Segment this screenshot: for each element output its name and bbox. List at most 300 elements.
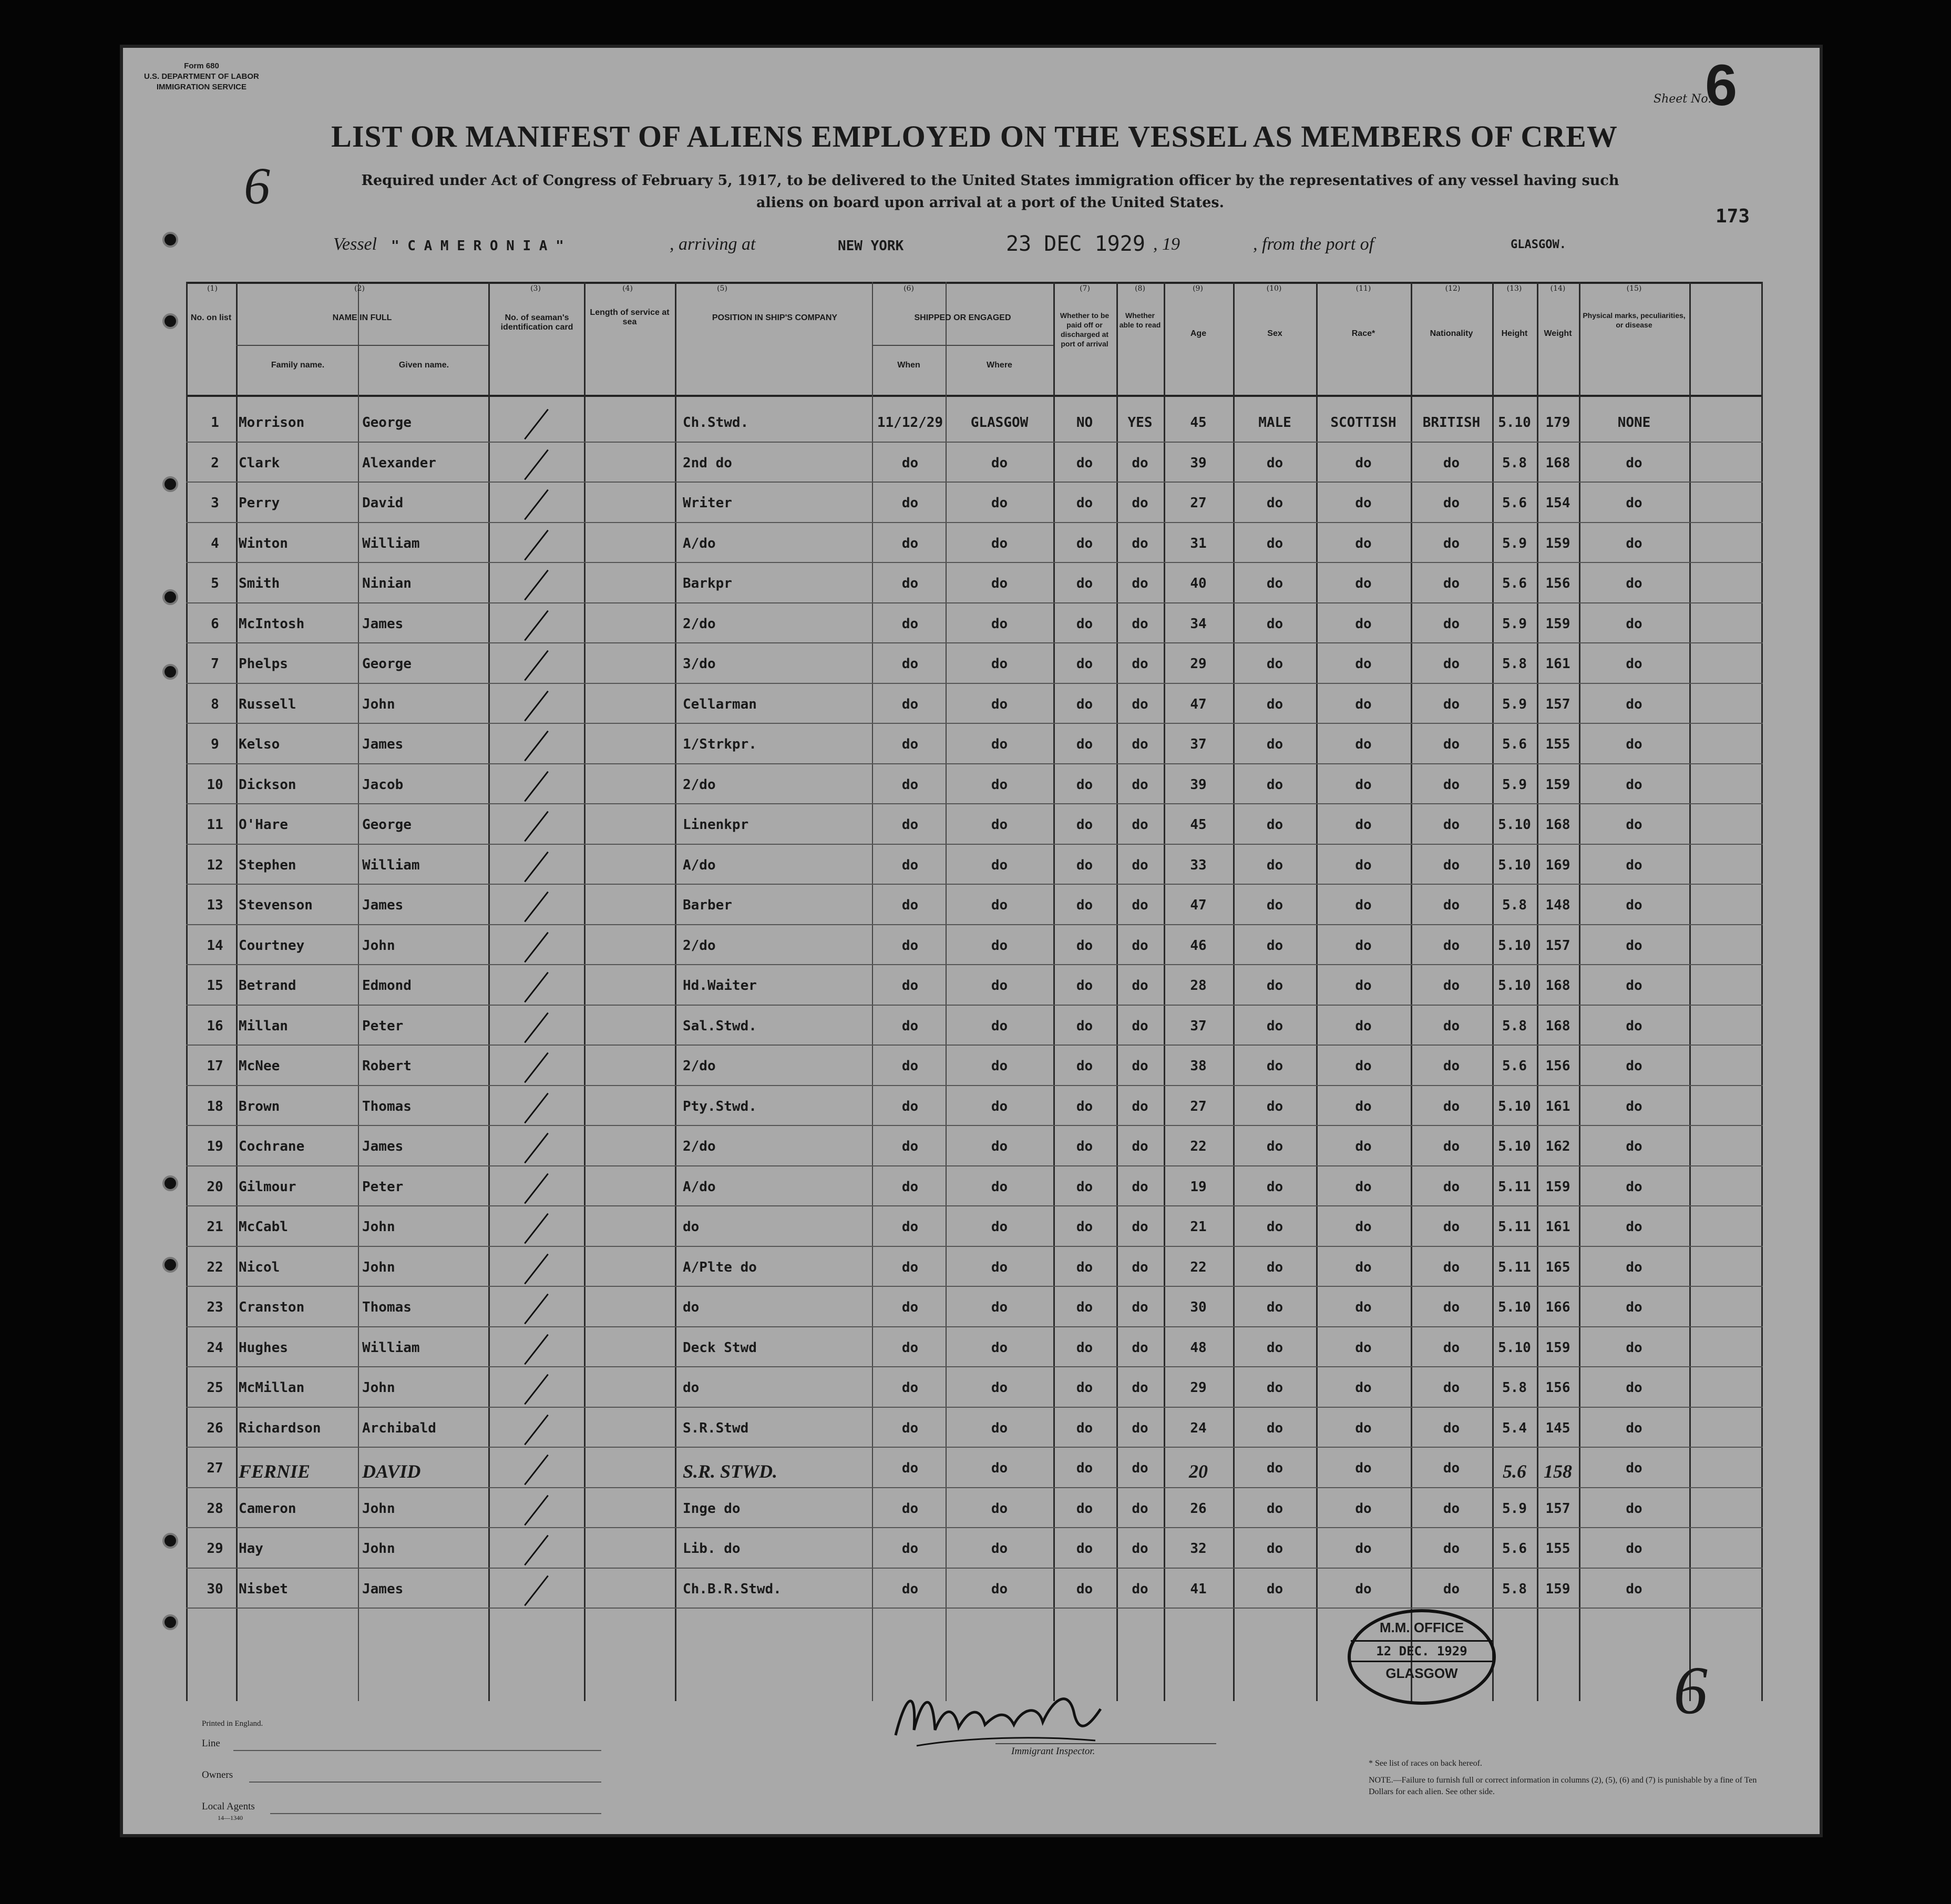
check-mark bbox=[524, 690, 549, 721]
cell-no: 28 bbox=[207, 1500, 223, 1517]
cell-nat: do bbox=[1443, 1380, 1460, 1396]
races-note: * See list of races on back hereof. bbox=[1369, 1759, 1482, 1768]
departure-port: GLASGOW. bbox=[1511, 238, 1566, 251]
cell-age: 30 bbox=[1190, 1299, 1207, 1315]
cell-position: 1/Strkpr. bbox=[683, 736, 757, 752]
cell-marks: do bbox=[1626, 656, 1642, 672]
col-header-position: POSITION IN SHIP'S COMPANY bbox=[712, 313, 838, 322]
cell-weight: 161 bbox=[1545, 656, 1570, 672]
arrival-date-stamp: 23 DEC 1929 bbox=[1006, 232, 1145, 256]
row-rule bbox=[186, 1085, 1763, 1086]
cell-family: Cochrane bbox=[239, 1139, 305, 1154]
row-rule bbox=[186, 1246, 1763, 1247]
colnum: (13) bbox=[1506, 284, 1522, 293]
check-mark bbox=[524, 811, 549, 842]
cell-where: do bbox=[991, 1259, 1008, 1275]
row-rule bbox=[186, 803, 1763, 804]
cell-nat: do bbox=[1443, 656, 1460, 672]
cell-where: do bbox=[991, 776, 1008, 793]
cell-no: 13 bbox=[207, 897, 223, 913]
cell-sex: do bbox=[1266, 1018, 1283, 1034]
cell-family: McIntosh bbox=[239, 616, 305, 632]
cell-where: do bbox=[991, 535, 1008, 551]
col-header-shipped: SHIPPED OR ENGAGED bbox=[914, 313, 1011, 322]
cell-marks: do bbox=[1626, 978, 1642, 994]
cell-paid: do bbox=[1076, 1179, 1093, 1195]
inspector-signature bbox=[885, 1677, 1106, 1751]
cell-paid: do bbox=[1076, 455, 1093, 471]
cell-position: do bbox=[683, 1219, 700, 1235]
cell-sex: do bbox=[1266, 1299, 1283, 1315]
cell-age: 34 bbox=[1190, 616, 1207, 632]
cell-read: do bbox=[1132, 656, 1148, 672]
cell-no: 18 bbox=[207, 1098, 223, 1114]
form-number: Form 680 bbox=[184, 62, 219, 70]
cell-weight: 154 bbox=[1545, 495, 1570, 511]
cell-family: Cameron bbox=[239, 1500, 296, 1517]
cell-when: do bbox=[901, 1500, 919, 1517]
cell-paid: do bbox=[1076, 1581, 1093, 1597]
cell-height: 5.6 bbox=[1502, 576, 1527, 591]
col-header-name: NAME IN FULL bbox=[332, 313, 392, 322]
cell-race: do bbox=[1355, 616, 1372, 632]
crew-table bbox=[186, 282, 1763, 1701]
cell-position: S.R. STWD. bbox=[683, 1461, 778, 1482]
cell-when: do bbox=[901, 1179, 919, 1195]
col-header-able-read: Whether able to read bbox=[1119, 311, 1161, 329]
cell-family: Phelps bbox=[239, 656, 288, 672]
cell-marks: do bbox=[1626, 1541, 1642, 1557]
cell-weight: 145 bbox=[1545, 1420, 1570, 1436]
cell-family: FERNIE bbox=[239, 1461, 311, 1482]
check-mark bbox=[524, 1334, 549, 1365]
cell-no: 7 bbox=[211, 656, 219, 672]
cell-marks: do bbox=[1626, 616, 1642, 632]
cell-marks: do bbox=[1626, 1219, 1642, 1235]
cell-where: do bbox=[991, 736, 1008, 752]
col-header-marks: Physical marks, peculiarities, or disease bbox=[1583, 311, 1686, 329]
cell-marks: do bbox=[1626, 1058, 1642, 1074]
row-rule bbox=[186, 924, 1763, 925]
cell-race: SCOTTISH bbox=[1330, 415, 1396, 431]
cell-weight: 155 bbox=[1545, 1541, 1570, 1557]
cell-paid: do bbox=[1076, 776, 1093, 793]
cell-race: do bbox=[1355, 1098, 1372, 1114]
cell-age: 22 bbox=[1190, 1259, 1207, 1275]
cell-no: 8 bbox=[211, 696, 219, 712]
inspector-label: Immigrant Inspector. bbox=[1011, 1746, 1095, 1757]
cell-when: do bbox=[901, 1219, 919, 1235]
form-header bbox=[144, 61, 259, 93]
cell-family: Russell bbox=[239, 696, 296, 712]
cell-family: Winton bbox=[239, 535, 288, 551]
cell-nat: do bbox=[1443, 1500, 1460, 1517]
cell-race: do bbox=[1355, 1058, 1372, 1074]
cell-weight: 169 bbox=[1545, 857, 1570, 873]
cell-marks: NONE bbox=[1617, 415, 1651, 431]
cell-no: 26 bbox=[207, 1420, 223, 1436]
cell-family: Kelso bbox=[239, 736, 280, 752]
cell-when: do bbox=[901, 736, 919, 752]
cell-weight: 162 bbox=[1545, 1139, 1570, 1154]
cell-when: do bbox=[901, 455, 919, 471]
check-mark bbox=[524, 972, 549, 1003]
cell-family: Hay bbox=[239, 1541, 263, 1557]
cell-height: 5.8 bbox=[1502, 455, 1527, 471]
cell-sex: do bbox=[1266, 776, 1283, 793]
cell-nat: do bbox=[1443, 736, 1460, 752]
cell-nat: do bbox=[1443, 1098, 1460, 1114]
cell-marks: do bbox=[1626, 1420, 1642, 1436]
cell-family: Betrand bbox=[239, 978, 296, 994]
cell-age: 45 bbox=[1190, 415, 1207, 431]
cell-read: do bbox=[1132, 616, 1148, 632]
cell-given: John bbox=[362, 1500, 395, 1517]
cell-no: 9 bbox=[211, 736, 219, 752]
check-mark bbox=[524, 1012, 549, 1043]
cell-weight: 156 bbox=[1545, 1380, 1570, 1396]
cell-age: 46 bbox=[1190, 937, 1207, 954]
check-mark bbox=[524, 529, 549, 560]
cell-given: George bbox=[362, 817, 412, 833]
check-mark bbox=[524, 1374, 549, 1405]
cell-race: do bbox=[1355, 937, 1372, 954]
cell-race: do bbox=[1355, 576, 1372, 591]
cell-when: do bbox=[901, 616, 919, 632]
cell-weight: 159 bbox=[1545, 1179, 1570, 1195]
cell-where: do bbox=[991, 1018, 1008, 1034]
cell-height: 5.10 bbox=[1498, 817, 1531, 833]
cell-nat: do bbox=[1443, 1179, 1460, 1195]
cell-position: Pty.Stwd. bbox=[683, 1098, 757, 1114]
cell-where: do bbox=[991, 455, 1008, 471]
cell-when: do bbox=[901, 495, 919, 511]
cell-position: Ch.Stwd. bbox=[683, 415, 749, 431]
page-title: LIST OR MANIFEST OF ALIENS EMPLOYED ON THE VESSEL AS MEMBERS OF CREW bbox=[331, 119, 1618, 153]
department-name: U.S. DEPARTMENT OF LABOR bbox=[144, 72, 259, 81]
cell-given: William bbox=[362, 1339, 420, 1356]
cell-nat: do bbox=[1443, 817, 1460, 833]
cell-race: do bbox=[1355, 1018, 1372, 1034]
cell-position: S.R.Stwd bbox=[683, 1420, 749, 1436]
col-header-sex: Sex bbox=[1267, 329, 1282, 338]
cell-read: do bbox=[1132, 978, 1148, 994]
row-rule bbox=[186, 602, 1763, 603]
cell-given: Edmond bbox=[362, 978, 412, 994]
cell-sex: do bbox=[1266, 1179, 1283, 1195]
vessel-label: Vessel bbox=[333, 234, 377, 254]
cell-race: do bbox=[1355, 1541, 1372, 1557]
cell-given: Peter bbox=[362, 1179, 404, 1195]
cell-position: do bbox=[683, 1299, 700, 1315]
cell-given: James bbox=[362, 1139, 404, 1154]
col-header-weight: Weight bbox=[1544, 329, 1572, 338]
cell-read: do bbox=[1132, 1139, 1148, 1154]
check-mark bbox=[524, 1455, 549, 1486]
cell-weight: 168 bbox=[1545, 1018, 1570, 1034]
cell-height: 5.10 bbox=[1498, 1339, 1531, 1356]
cell-height: 5.10 bbox=[1498, 1139, 1531, 1154]
cell-race: do bbox=[1355, 1139, 1372, 1154]
cell-where: do bbox=[991, 1339, 1008, 1356]
sheet-number-label: Sheet No. bbox=[1654, 93, 1712, 106]
cell-no: 12 bbox=[207, 857, 223, 873]
cell-when: do bbox=[901, 656, 919, 672]
cell-weight: 159 bbox=[1545, 616, 1570, 632]
cell-when: do bbox=[901, 817, 919, 833]
sheet-number: 6 bbox=[1705, 53, 1738, 118]
row-rule bbox=[186, 964, 1763, 965]
penalty-note: NOTE.—Failure to furnish full or correct information in columns (2), (5), (6) and (7) is punishable by a fine of Ten Dollars for each alien. See other side. bbox=[1369, 1776, 1757, 1796]
cell-sex: do bbox=[1266, 1581, 1283, 1597]
cell-height: 5.11 bbox=[1498, 1219, 1531, 1235]
cell-marks: do bbox=[1626, 576, 1642, 591]
cell-race: do bbox=[1355, 455, 1372, 471]
cell-race: do bbox=[1355, 1460, 1372, 1476]
check-mark bbox=[524, 1253, 549, 1284]
cell-age: 29 bbox=[1190, 1380, 1207, 1396]
check-mark bbox=[524, 1494, 549, 1526]
cell-paid: do bbox=[1076, 576, 1093, 591]
cell-height: 5.8 bbox=[1502, 1018, 1527, 1034]
cell-weight: 168 bbox=[1545, 455, 1570, 471]
cell-paid: do bbox=[1076, 1541, 1093, 1557]
cell-position: 2/do bbox=[683, 776, 716, 793]
cell-weight: 159 bbox=[1545, 1339, 1570, 1356]
cell-where: do bbox=[991, 696, 1008, 712]
print-code: 14—1340 bbox=[218, 1814, 243, 1821]
colnum: (5) bbox=[717, 284, 727, 293]
cell-read: do bbox=[1132, 455, 1148, 471]
cell-no: 16 bbox=[207, 1018, 223, 1034]
cell-given: Robert bbox=[362, 1058, 412, 1074]
cell-no: 27 bbox=[207, 1460, 223, 1476]
office-stamp bbox=[1348, 1609, 1496, 1705]
cell-read: do bbox=[1132, 857, 1148, 873]
cell-family: Richardson bbox=[239, 1420, 321, 1436]
cell-given: Jacob bbox=[362, 776, 404, 793]
cell-weight: 158 bbox=[1544, 1461, 1572, 1482]
cell-race: do bbox=[1355, 495, 1372, 511]
row-rule bbox=[186, 1205, 1763, 1206]
cell-given: William bbox=[362, 535, 420, 551]
arriving-label: , arriving at bbox=[670, 234, 756, 254]
cell-given: James bbox=[362, 897, 404, 913]
cell-height: 5.8 bbox=[1502, 656, 1527, 672]
cell-no: 20 bbox=[207, 1179, 223, 1195]
cell-nat: do bbox=[1443, 937, 1460, 954]
cell-where: do bbox=[991, 1420, 1008, 1436]
cell-nat: do bbox=[1443, 1460, 1460, 1476]
cell-when: do bbox=[901, 696, 919, 712]
cell-position: Cellarman bbox=[683, 696, 757, 712]
check-mark bbox=[524, 731, 549, 762]
cell-sex: do bbox=[1266, 1058, 1283, 1074]
col-header-where: Where bbox=[987, 361, 1012, 370]
colnum: (2) bbox=[354, 284, 365, 293]
cell-sex: do bbox=[1266, 1541, 1283, 1557]
cell-race: do bbox=[1355, 776, 1372, 793]
cell-marks: do bbox=[1626, 817, 1642, 833]
vessel-name: " C A M E R O N I A " bbox=[391, 238, 564, 254]
cell-paid: do bbox=[1076, 937, 1093, 954]
cell-nat: do bbox=[1443, 1139, 1460, 1154]
cell-when: do bbox=[901, 776, 919, 793]
check-mark bbox=[524, 570, 549, 601]
cell-when: do bbox=[901, 1259, 919, 1275]
cell-paid: do bbox=[1076, 897, 1093, 913]
cell-paid: do bbox=[1076, 1018, 1093, 1034]
cell-height: 5.9 bbox=[1502, 535, 1527, 551]
cell-weight: 161 bbox=[1545, 1098, 1570, 1114]
punch-hole bbox=[162, 1614, 178, 1630]
colnum: (10) bbox=[1266, 284, 1282, 293]
line-label: Line bbox=[202, 1738, 220, 1749]
cell-weight: 157 bbox=[1545, 937, 1570, 954]
check-mark bbox=[524, 610, 549, 641]
cell-nat: do bbox=[1443, 1219, 1460, 1235]
cell-when: do bbox=[901, 1380, 919, 1396]
cell-position: A/do bbox=[683, 857, 716, 873]
cell-read: do bbox=[1132, 1219, 1148, 1235]
cell-marks: do bbox=[1626, 897, 1642, 913]
cell-age: 27 bbox=[1190, 1098, 1207, 1114]
cell-age: 33 bbox=[1190, 857, 1207, 873]
manifest-sheet bbox=[120, 45, 1823, 1837]
check-mark bbox=[524, 1535, 549, 1566]
stamped-number: 173 bbox=[1716, 206, 1750, 227]
cell-marks: do bbox=[1626, 736, 1642, 752]
cell-paid: do bbox=[1076, 1420, 1093, 1436]
cell-read: do bbox=[1132, 1179, 1148, 1195]
cell-when: do bbox=[901, 1299, 919, 1315]
cell-family: Millan bbox=[239, 1018, 288, 1034]
cell-height: 5.6 bbox=[1502, 736, 1527, 752]
cell-read: do bbox=[1132, 736, 1148, 752]
cell-nat: BRITISH bbox=[1422, 415, 1481, 431]
cell-age: 29 bbox=[1190, 656, 1207, 672]
cell-family: Nisbet bbox=[239, 1581, 288, 1597]
cell-sex: do bbox=[1266, 978, 1283, 994]
cell-where: do bbox=[991, 1098, 1008, 1114]
cell-paid: do bbox=[1076, 535, 1093, 551]
cell-height: 5.10 bbox=[1498, 937, 1531, 954]
cell-weight: 155 bbox=[1545, 736, 1570, 752]
cell-where: do bbox=[991, 1058, 1008, 1074]
cell-position: Hd.Waiter bbox=[683, 978, 757, 994]
cell-marks: do bbox=[1626, 776, 1642, 793]
cell-no: 30 bbox=[207, 1581, 223, 1597]
cell-height: 5.6 bbox=[1502, 1058, 1527, 1074]
cell-when: do bbox=[901, 937, 919, 954]
row-rule bbox=[186, 642, 1763, 643]
colnum: (8) bbox=[1135, 284, 1145, 293]
cell-race: do bbox=[1355, 696, 1372, 712]
cell-nat: do bbox=[1443, 455, 1460, 471]
cell-nat: do bbox=[1443, 576, 1460, 591]
cell-weight: 148 bbox=[1545, 897, 1570, 913]
punch-hole bbox=[162, 313, 178, 329]
cell-sex: do bbox=[1266, 1380, 1283, 1396]
cell-sex: do bbox=[1266, 1259, 1283, 1275]
cell-family: McNee bbox=[239, 1058, 280, 1074]
row-rule bbox=[186, 884, 1763, 885]
cell-when: do bbox=[901, 576, 919, 591]
cell-weight: 165 bbox=[1545, 1259, 1570, 1275]
cell-no: 5 bbox=[211, 576, 219, 591]
col-header-nationality: Nationality bbox=[1430, 329, 1473, 338]
colnum: (14) bbox=[1550, 284, 1566, 293]
cell-given: John bbox=[362, 937, 395, 954]
cell-where: GLASGOW bbox=[970, 415, 1029, 431]
row-rule bbox=[186, 1045, 1763, 1046]
cell-age: 21 bbox=[1190, 1219, 1207, 1235]
cell-age: 19 bbox=[1190, 1179, 1207, 1195]
cell-weight: 168 bbox=[1545, 817, 1570, 833]
cell-given: George bbox=[362, 415, 412, 431]
cell-when: 11/12/29 bbox=[877, 415, 943, 431]
cell-weight: 179 bbox=[1545, 415, 1570, 431]
cell-position: Barber bbox=[683, 897, 732, 913]
cell-read: do bbox=[1132, 1541, 1148, 1557]
cell-sex: do bbox=[1266, 937, 1283, 954]
check-mark bbox=[524, 1092, 549, 1123]
cell-sex: do bbox=[1266, 576, 1283, 591]
row-rule bbox=[186, 1487, 1763, 1488]
cell-paid: do bbox=[1076, 1139, 1093, 1154]
cell-read: do bbox=[1132, 495, 1148, 511]
cell-nat: do bbox=[1443, 1259, 1460, 1275]
cell-given: David bbox=[362, 495, 404, 511]
cell-race: do bbox=[1355, 1500, 1372, 1517]
handwritten-mark: 6 bbox=[244, 157, 270, 215]
cell-race: do bbox=[1355, 1339, 1372, 1356]
cell-sex: do bbox=[1266, 1460, 1283, 1476]
check-mark bbox=[524, 409, 549, 440]
cell-family: Stephen bbox=[239, 857, 296, 873]
cell-where: do bbox=[991, 1219, 1008, 1235]
cell-sex: do bbox=[1266, 897, 1283, 913]
cell-given: John bbox=[362, 1259, 395, 1275]
cell-marks: do bbox=[1626, 1460, 1642, 1476]
cell-family: Smith bbox=[239, 576, 280, 591]
cell-no: 15 bbox=[207, 978, 223, 994]
cell-when: do bbox=[901, 978, 919, 994]
punch-hole bbox=[162, 664, 178, 680]
page-subtitle: Required under Act of Congress of February 5, 1917, to be delivered to the United States immigration officer by the representatives of any vessel having such aliens on board upon arrival at a port of the United States. bbox=[361, 172, 1619, 211]
cell-family: Nicol bbox=[239, 1259, 280, 1275]
cell-race: do bbox=[1355, 656, 1372, 672]
cell-age: 39 bbox=[1190, 776, 1207, 793]
cell-read: do bbox=[1132, 897, 1148, 913]
cell-sex: do bbox=[1266, 1098, 1283, 1114]
check-mark bbox=[524, 1414, 549, 1445]
printed-note: Printed in England. bbox=[202, 1719, 263, 1728]
cell-family: Brown bbox=[239, 1098, 280, 1114]
cell-height: 5.9 bbox=[1502, 776, 1527, 793]
cell-height: 5.9 bbox=[1502, 696, 1527, 712]
colnum: (3) bbox=[530, 284, 541, 293]
cell-age: 37 bbox=[1190, 1018, 1207, 1034]
cell-race: do bbox=[1355, 1299, 1372, 1315]
cell-where: do bbox=[991, 1581, 1008, 1597]
cell-when: do bbox=[901, 1098, 919, 1114]
cell-no: 2 bbox=[211, 455, 219, 471]
cell-age: 32 bbox=[1190, 1541, 1207, 1557]
cell-where: do bbox=[991, 1139, 1008, 1154]
cell-given: DAVID bbox=[362, 1461, 421, 1482]
punch-hole bbox=[162, 589, 178, 605]
